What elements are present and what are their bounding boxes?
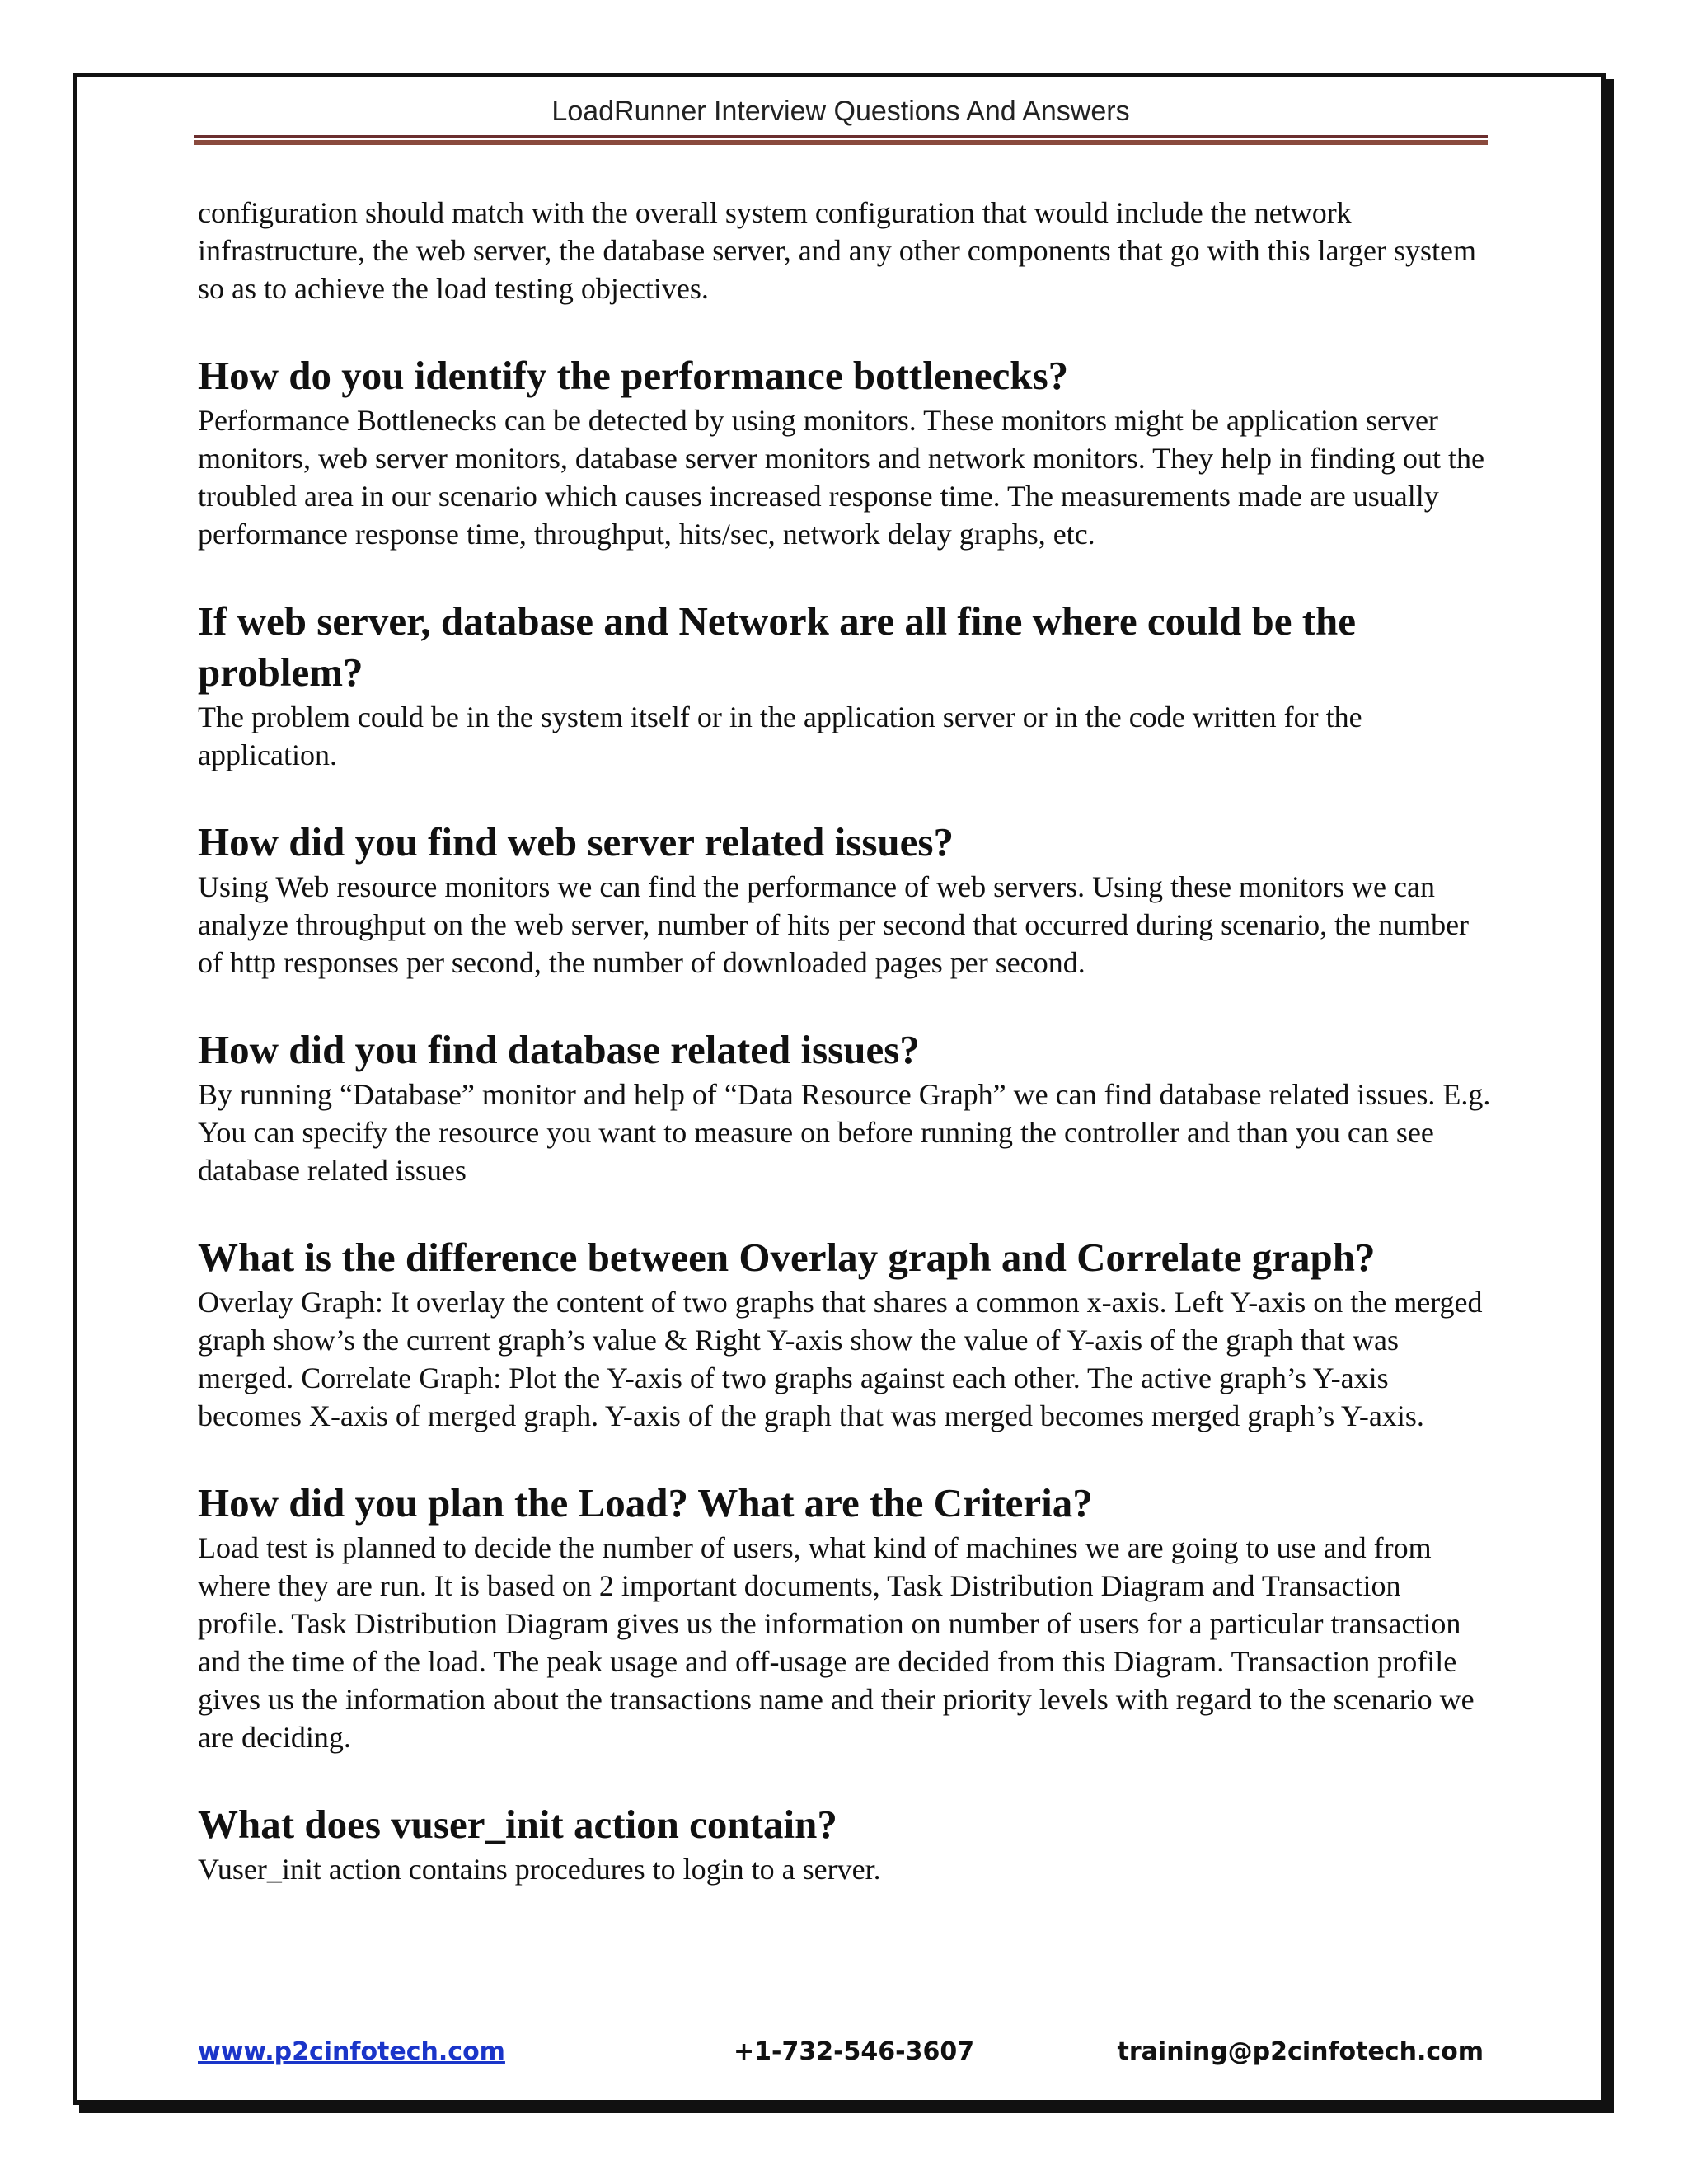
question-heading: How did you plan the Load? What are the Criteria? — [198, 1480, 1093, 1526]
page-border-shadow-right — [1606, 79, 1614, 2111]
footer-email: training@p2cinfotech.com — [1117, 2037, 1484, 2066]
question-heading: How do you identify the performance bottlenecks? — [198, 353, 1069, 398]
document-footer — [198, 2037, 1492, 2074]
answer-text: Performance Bottlenecks can be detected by using monitors. These monitors might be application server monitors, web server monitors, database server monitors and network monitors. They help in finding out the troubled area in our scenario which causes increased response time. The measurements made are usually performance response time, throughput, hits/sec, network delay graphs, etc. — [198, 404, 1485, 551]
qa-item-vuser-init — [198, 1799, 1492, 1888]
answer-text: Using Web resource monitors we can find the performance of web servers. Using these monitors we can analyze throughput on the web server, number of hits per second that occurred during scenario, the number of http responses per second, the number of downloaded pages per second. — [198, 870, 1470, 979]
qa-item-bottlenecks — [198, 350, 1492, 553]
footer-website-link[interactable]: www.p2cinfotech.com — [198, 2037, 505, 2066]
question-heading: What is the difference between Overlay graph and Correlate graph? — [198, 1235, 1376, 1280]
question-heading: How did you find web server related issues? — [198, 819, 954, 865]
qa-item-load-planning — [198, 1478, 1492, 1756]
qa-item-web-server-issues — [198, 817, 1492, 982]
question-heading: If web server, database and Network are all fine where could be the problem? — [198, 598, 1357, 695]
answer-text: Overlay Graph: It overlay the content of two graphs that shares a common x-axis. Left Y-axis on the merged graph show’s the current graph’s value & Right Y-axis show the value of Y-axis of the graph that was merged. Correlate Graph: Plot the Y-axis of two graphs against each other. The active graph’s Y-axis becomes X-axis of merged graph. Y-axis of the graph that was merged becomes merged graph’s Y-axis. — [198, 1286, 1483, 1432]
qa-item-database-issues — [198, 1024, 1492, 1189]
answer-text: By running “Database” monitor and help of “Data Resource Graph” we can find database related issues. E.g. You can specify the resource you want to measure on before running the controller and than you can see database related issues — [198, 1078, 1491, 1187]
answer-text: Vuser_init action contains procedures to login to a server. — [198, 1853, 881, 1886]
page-border-shadow-bottom — [79, 2105, 1614, 2113]
question-heading: How did you find database related issues? — [198, 1027, 920, 1072]
qa-item-problem-location — [198, 596, 1492, 774]
footer-phone: +1-732-546-3607 — [734, 2037, 975, 2066]
answer-text: Load test is planned to decide the number of users, what kind of machines we are going to use and from where they are run. It is based on 2 important documents, Task Distribution Diagram and Transaction profile. Task Distribution Diagram gives us the information on number of users for a particular transaction and the time of the load. The peak usage and off-usage are decided from this Diagram. Transaction profile gives us the information about the transactions name and their priority levels with regard to the scenario we are deciding. — [198, 1531, 1475, 1754]
question-heading: What does vuser_init action contain? — [198, 1802, 837, 1847]
document-header-title: LoadRunner Interview Questions And Answers — [551, 96, 1130, 127]
header-divider — [194, 135, 1488, 145]
intro-paragraph: configuration should match with the overall system configuration that would include the network infrastructure, the web server, the database server, and any other components that go with this larger system so as to achieve the load testing objectives. — [198, 196, 1476, 305]
qa-item-overlay-vs-correlate — [198, 1232, 1492, 1435]
document-body — [198, 194, 1492, 1888]
answer-text: The problem could be in the system itself or in the application server or in the code written for the application. — [198, 701, 1362, 771]
